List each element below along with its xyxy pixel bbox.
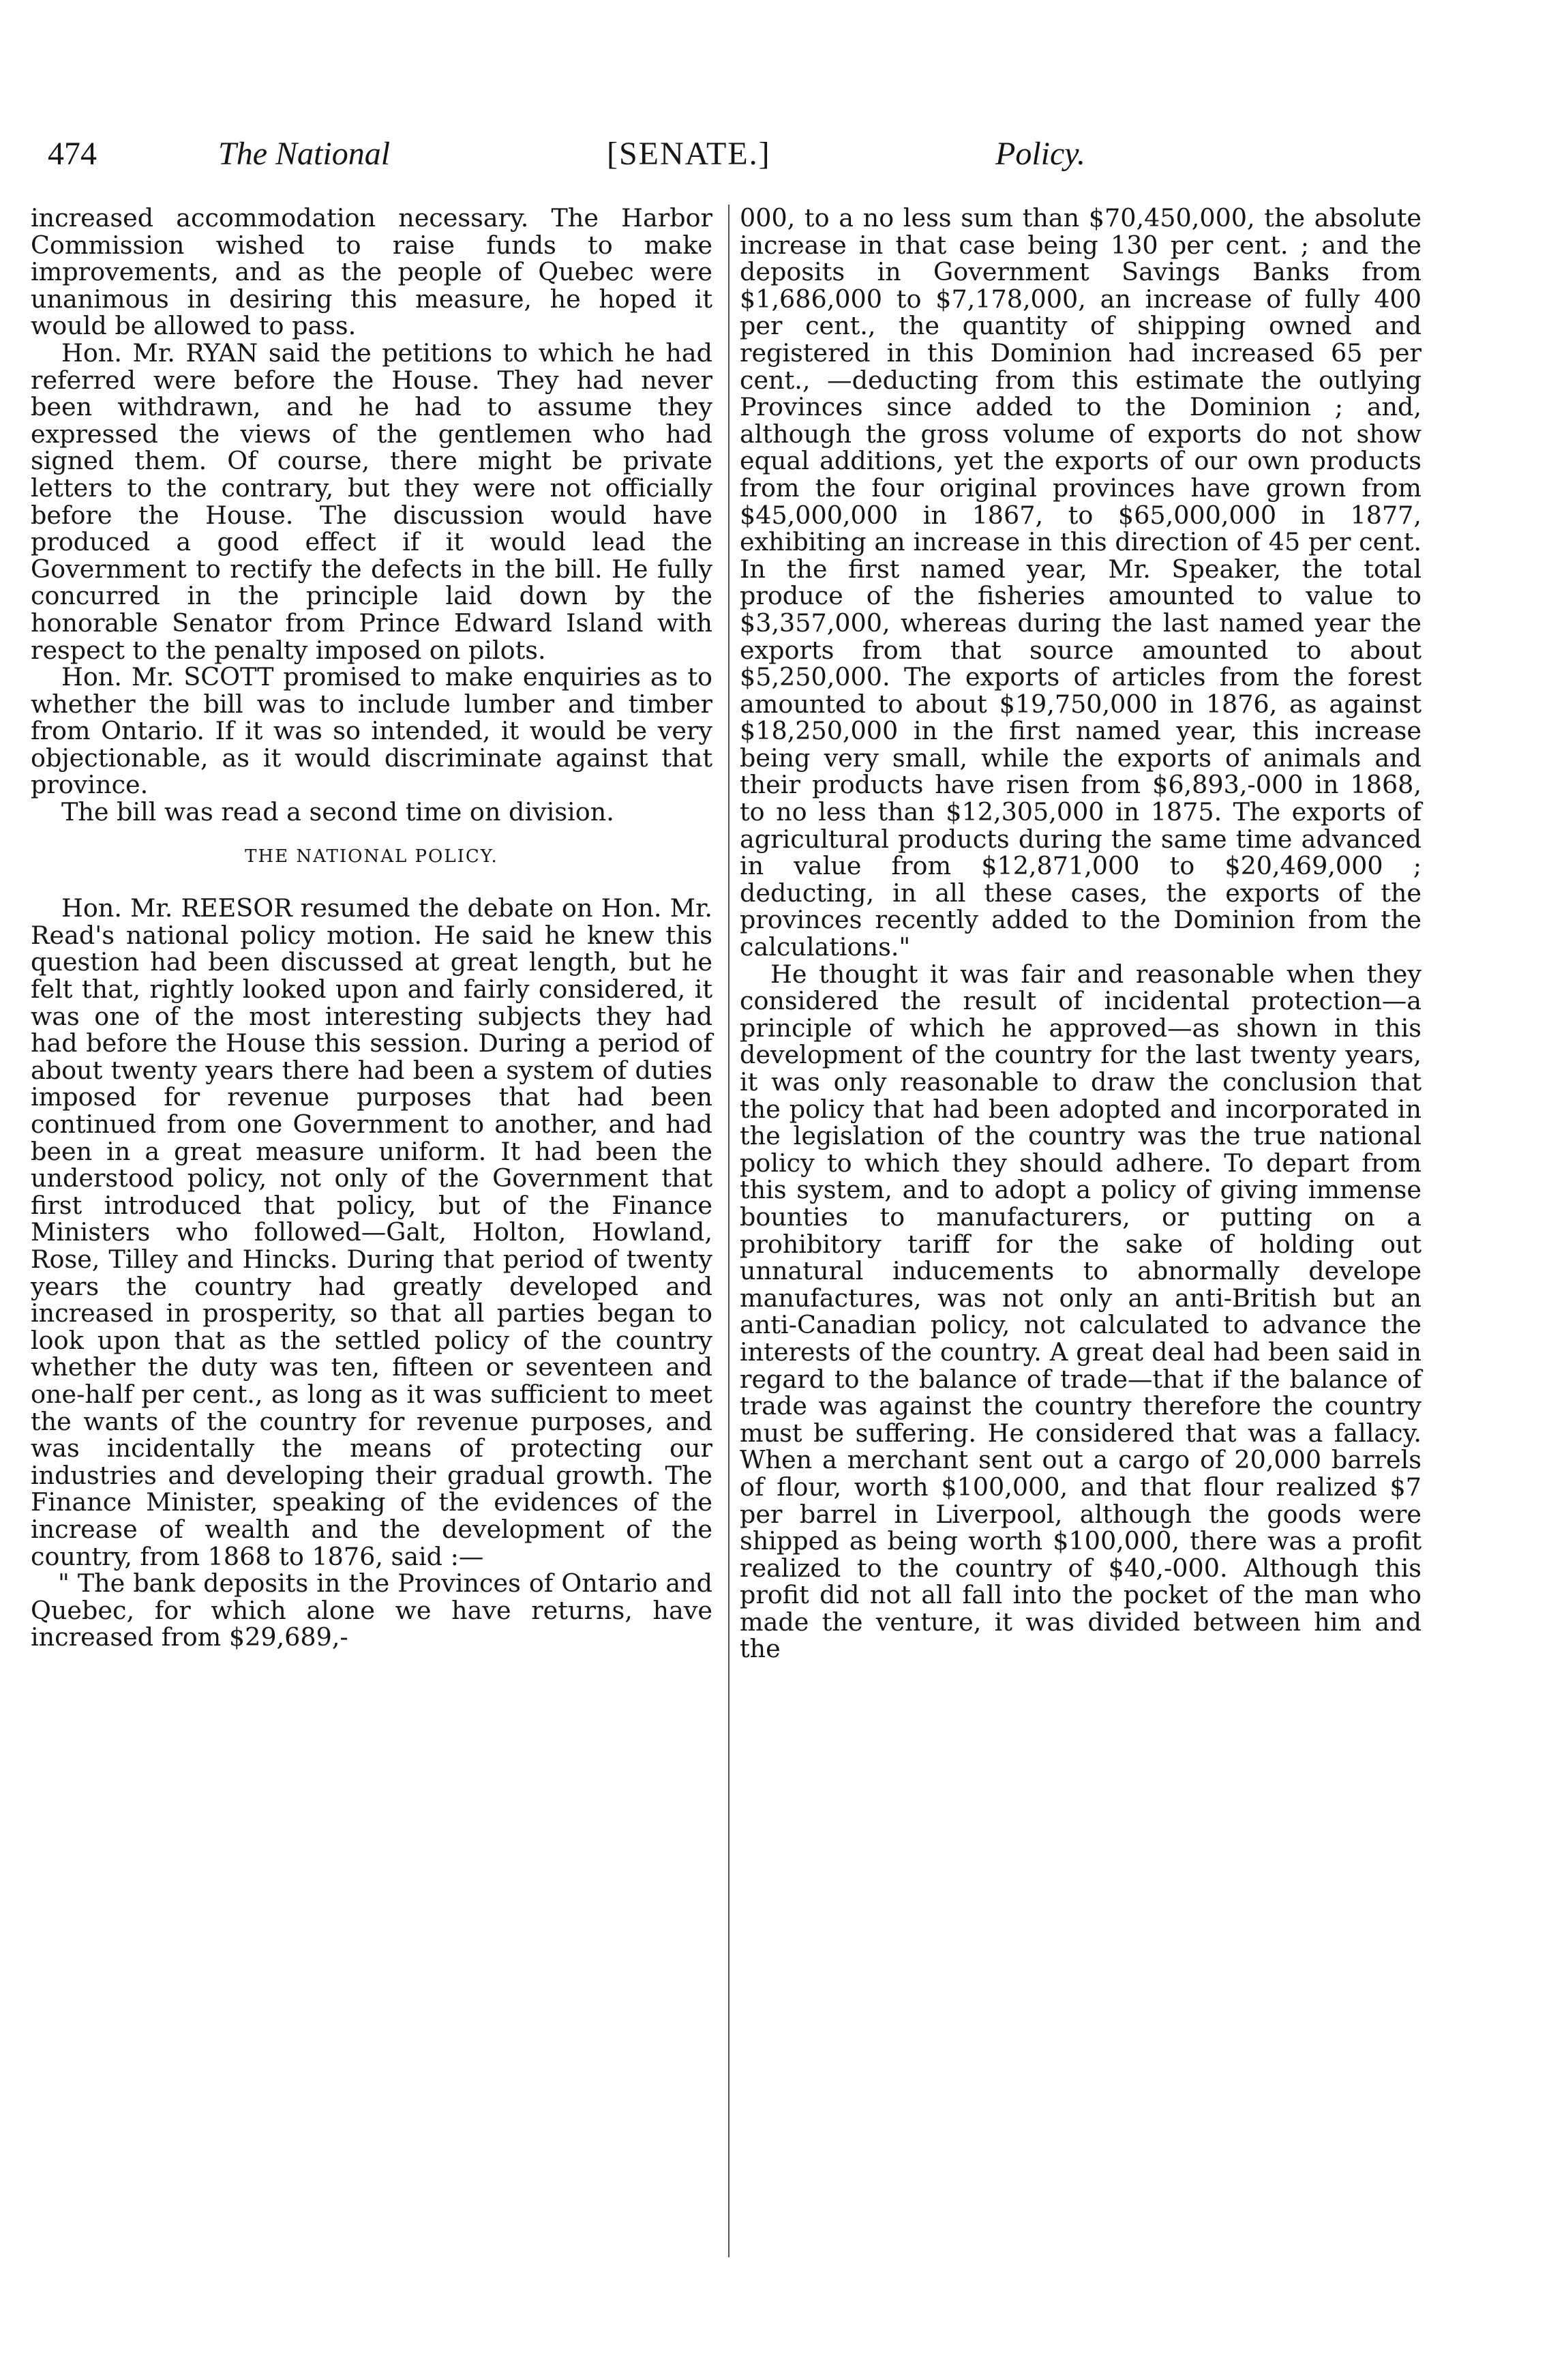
column-divider [728,205,730,2257]
running-title-center: [SENATE.] [607,136,771,172]
right-column [740,205,1422,1663]
paragraph: Hon. Mr. REESOR resumed the debate on Hon. Mr. Read's national policy motion. He said he knew this question had been discussed at great length, but he felt that, rightly looked upon and fairly considered, it was one of the most interesting subjects they had had before the House this session. During a period of about twenty years there had been a system of duties imposed for revenue purposes that had been continued from one Government to another, and had been in a great measure uniform. It had been the understood policy, not only of the Government that first introduced that policy, but of the Finance Ministers who followed—Galt, Holton, Howland, Rose, Tilley and Hincks. During that period of twenty years the country had greatly developed and increased in prosperity, so that all parties began to look upon that as the settled policy of the country whether the duty was ten, fifteen or seventeen and one-half per cent., as long as it was sufficient to meet the wants of the country for revenue purposes, and was incidentally the means of protecting our industries and developing their gradual growth. The Finance Minister, speaking of the evidences of the increase of wealth and the development of the country, from 1868 to 1876, said :— [31,893,712,1571]
running-title-left: The National [218,136,391,172]
paragraph: Hon. Mr. RYAN said the petitions to which he had referred were before the House. They had never been withdrawn, and he had to assume they expressed the views of the gentlemen who had signed them. Of course, there might be private letters to the contrary, but they were not officially before the House. The discussion would have produced a good effect if it would lead the Government to rectify the defects in the bill. He fully concurred in the principle laid down by the honorable Senator from Prince Edward Island with respect to the penalty imposed on pilots. [31,338,712,665]
quotation: " The bank deposits in the Provinces of Ontario and Quebec, for which alone we have returns, have increased from $29,689,- [31,1568,712,1652]
page-number: 474 [48,136,97,172]
section-heading: THE NATIONAL POLICY. [245,846,498,867]
paragraph: increased accommodation necessary. The Harbor Commission wished to raise funds to make improvements, and as the people of Quebec were unanimous in desiring this measure, he hoped it would be allowed to pass. [31,203,712,341]
paragraph: He thought it was fair and reasonable when they considered the result of incidental protection—a principle of which he approved—as shown in this development of the country for the last twenty years, it was only reasonable to draw the conclusion that the policy that had been adopted and incorporated in the legislation of the country was the true national policy to which they should adhere. To depart from this system, and to adopt a policy of giving immense bounties to manufacturers, or putting on a prohibitory tariff for the sake of holding out unnatural inducements to abnormally develope manufactures, was not only an anti-British but an anti-Canadian policy, not calculated to advance the interests of the country. A great deal had been said in regard to the balance of trade—that if the balance of trade was against the country therefore the country must be suffering. He considered that was a fallacy. When a merchant sent out a cargo of 20,000 barrels of flour, worth $100,000, and that flour realized $7 per barrel in Liverpool, although the goods were shipped as being worth $100,000, there was a profit realized to the country of $40,-000. Although this profit did not all fall into the pocket of the man who made the venture, it was divided between him and the [740,959,1422,1664]
left-column [31,205,712,1651]
paragraph: 000, to a no less sum than $70,450,000, the absolute increase in that case being 130 per cent. ; and the deposits in Government Savings Banks from $1,686,000 to $7,178,000, an increase of fully 400 per cent., the quantity of shipping owned and registered in this Dominion had increased 65 per cent., —deducting from this estimate the outlying Provinces since added to the Dominion ; and, although the gross volume of exports do not show equal additions, yet the exports of our own products from the four original provinces have grown from $45,000,000 in 1867, to $65,000,000 in 1877, exhibiting an increase in this direction of 45 per cent. In the first named year, Mr. Speaker, the total produce of the fisheries amounted to value to $3,357,000, whereas during the last named year the exports from that source amounted to about $5,250,000. The exports of articles from the forest amounted to about $19,750,000 in 1876, as against $18,250,000 in the first named year, this increase being very small, while the exports of animals and their products have risen from $6,893,-000 in 1868, to no less than $12,305,000 in 1875. The exports of agricultural products during the same time advanced in value from $12,871,000 to $20,469,000 ; deducting, in all these cases, the exports of the provinces recently added to the Dominion from the calculations." [740,203,1422,962]
running-title-right: Policy. [995,136,1085,172]
paragraph: Hon. Mr. SCOTT promised to make enquiries as to whether the bill was to include lumber and timber from Ontario. If it was so intended, it would be very objectionable, as it would discriminate against that province. [31,662,712,800]
page-header [48,135,1520,183]
paragraph: The bill was read a second time on division. [61,797,614,827]
